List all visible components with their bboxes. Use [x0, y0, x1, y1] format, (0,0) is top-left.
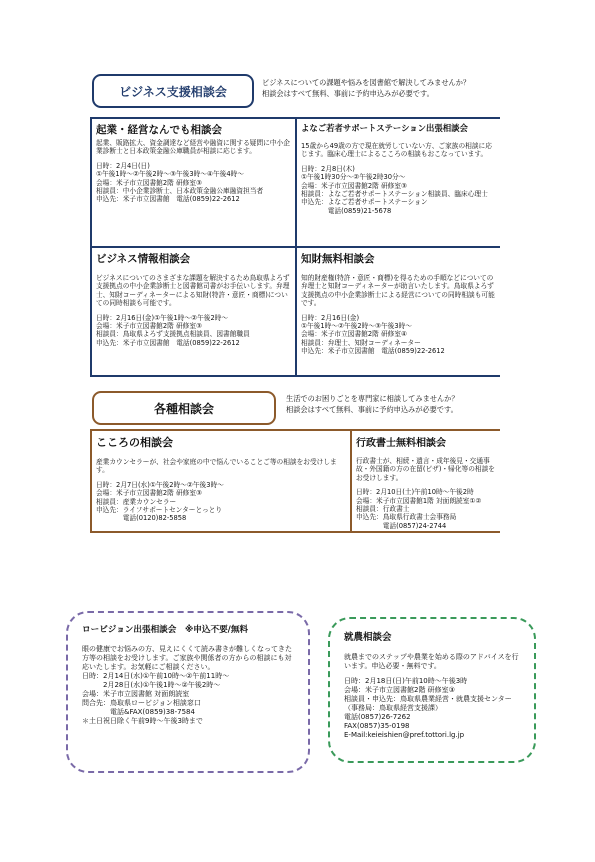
consult-cell-ip [297, 248, 500, 375]
consult-info: 日時：2月10日(土)午前10時～午後2時 会場：米子市立図書館1階 対面朗読室①② 相談員：行政書士 申込先：鳥取県行政書士会事務局 電話(0857)24-2744 [356, 488, 482, 530]
misc-section-heading [92, 391, 276, 425]
consult-desc: 知的財産権(特許・意匠・商標)を得るための手順などについての弁理士と知財コーディネーターが助言いたします。鳥取県よろず支援拠点の中小企業診断士による経営についての同時相談も可能です。 [301, 274, 495, 308]
misc-intro: 生活でのお困りごとを専門家に相談してみませんか？ 相談会はすべて無料、事前に予約申込みが必要です。 [286, 394, 459, 414]
consult-desc: 起業、販路拡大、資金調達など経営や融資に関する疑問に中小企業診断士と日本政策金融公庫職員が相談に応じます。 [96, 139, 290, 156]
consult-title: 行政書士無料相談会 [356, 438, 446, 449]
consult-cell-mental [92, 431, 350, 531]
low-vision-box [66, 611, 310, 773]
consult-cell-youth-support [297, 119, 500, 246]
misc-heading-text: 各種相談会 [153, 401, 214, 416]
consult-title: 起業・経営なんでも相談会 [96, 124, 222, 136]
farming-box [328, 617, 536, 763]
consult-desc: 産業カウンセラーが、社会や家庭の中で悩んでいることご等の相談をお受けします。 [96, 458, 337, 475]
business-grid [90, 117, 500, 377]
consult-cell-startup [92, 119, 295, 246]
consult-info: 日時：2月16日(金) ①午後1時～②午後2時～③午後3時～ 会場：米子市立図書館2階 研修室④ 相談員：弁理士、知財コーディネーター 申込先：米子市立図書館 電話(0859)22-2612 [301, 313, 445, 356]
consult-info: 日時：2月16日(金)①午後1時～②午後2時～ 会場：米子市立図書館2階 研修室③ 相談員：鳥取県よろず支援拠点相談員、図書館職員 申込先：米子市立図書館 電話(0859)22-2612 [96, 313, 250, 347]
consult-title: ビジネス情報相談会 [96, 253, 191, 265]
consult-title: 知財無料相談会 [301, 253, 375, 265]
business-section-heading [92, 74, 254, 108]
farming-desc: 就農までのステップや農業を始める際のアドバイスを行います。申込必要・無料です。 [344, 653, 519, 670]
consult-desc: 15歳から49歳の方で現在就労していない方、ご家族の相談に応じます。臨床心理士によるこころの相談もおこなっています。 [301, 142, 492, 159]
consult-title: こころの相談会 [96, 436, 173, 449]
low-vision-desc: 眼の健康でお悩みの方、見えにくくて読み書きが難しくなってきた方等の相談をお受けします。ご家族や関係者の方からの相談にも対応いたします。お気軽にご相談ください。 [82, 645, 292, 671]
business-intro: ビジネスについての課題や悩みを図書館で解決してみませんか？ 相談会はすべて無料、事前に予約申込みが必要です。 [262, 78, 471, 98]
consult-info: 日時：2月4日(日) ①午後1時～②午後2時～③午後3時～④午後4時～ 会場：米子市立図書館2階 研修室③ 相談員：中小企業診断士、日本政策金融公庫融資担当者 申込先：米子市立図書館 電話(0859)22-2612 [96, 161, 264, 204]
consult-desc: ビジネスについてのさまざまな課題を解決するため鳥取県よろず支援拠点の中小企業診断士と図書館司書がお手伝いします。弁理士、知財コーディネーターによる知財(特許・意匠・商標)についての同時相談も可能です。 [96, 274, 290, 308]
farming-info: 日時：2月18日(日)午前10時～午後3時 会場：米子市立図書館2階 研修室③ 相談員・申込先：鳥取県農業経営・就農支援センター （事務局：鳥取県経営支援課） 電話(0857)26-7262 FAX(0857)35-0198 E-Mail:keieishien@pref.tottori.lg.jp [344, 677, 512, 739]
consult-cell-admin-scrivener [352, 431, 500, 531]
consult-title: よなご若者サポートステーション出張相談会 [301, 123, 468, 133]
low-vision-title: ロービジョン出張相談会 ※申込不要/無料 [82, 625, 249, 635]
farming-title: 就農相談会 [344, 632, 392, 643]
low-vision-info: 日時：2月14日(水)①午前10時～②午前11時～ 2月28日(水)①午後1時～②午後2時～ 会場：米子市立図書館 対面朗読室 問合先：鳥取県ロービジョン相談窓口 電話&FAX(0859)38-7584 ＊土日祝日除く午前9時～午後3時まで [82, 672, 230, 725]
consult-info: 日時：2月8日(木) ①午後1時30分～②午後2時30分～ 会場：米子市立図書館2階 研修室③ 相談員：よなご若者サポートステーション相談員、臨床心理士 申込先：よなご若者サポートステーション 電話(0859)21-5678 [301, 164, 488, 215]
business-heading-text: ビジネス支援相談会 [119, 84, 227, 99]
consult-desc: 行政書士が、相続・遺言・成年後見・交通事故・外国籍の方の在留(ビザ)・帰化等の相談をお受けします。 [356, 457, 495, 482]
misc-grid [90, 429, 500, 533]
consult-cell-business-info [92, 248, 295, 375]
consult-info: 日時：2月7日(水)①午後2時～②午後3時～ 会場：米子市立図書館2階 研修室③ 相談員：産業カウンセラー 申込先：ライフサポートセンターとっとり 電話(0120)82-5858 [96, 480, 224, 523]
